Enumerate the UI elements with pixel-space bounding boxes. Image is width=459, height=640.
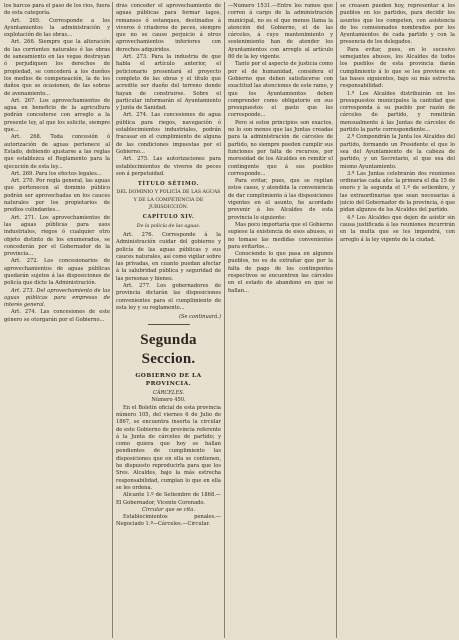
paragraph: Para evitar, pues, en lo sucesivo semejantes abusos, los Alcaldes de todos los pueblos de esta provincia darán cumplimiento á lo que se les previene en las bases siguientes, bajo su más estrecha responsabilidad:: [340, 46, 455, 90]
chapter-subheading: De la policía de las aguas.: [136, 223, 201, 229]
paragraph: Pero si estos principios son exactos, no lo son menos que las Juntas creadas para la administración de cárceles de partido, no siempre pueden cumplir sus funciones por falta de recursos, por morosidad de los Alcaldes en remitir el contingente que á sus pueblos corresponde...: [228, 119, 333, 177]
paragraph: Art. 274. Las concesiones de este género se otorgarán por el Gobierno...: [4, 309, 110, 323]
column-rule: [112, 2, 113, 638]
title-heading: TÍTULO SÉTIMO.: [137, 181, 200, 188]
paragraph: Art. 265. Corresponde a los Ayuntamientos la administración y explotación de las obras...: [4, 17, 110, 39]
subject-heading: CÁRCELES.: [152, 390, 185, 397]
circular-heading: Circular que se cita.: [142, 506, 195, 513]
paragraph: Art. 277. Los gobernadores de provincia dictarán las disposiciones convenientes para el cumplimiento de esta ley y su reglamento...: [116, 282, 221, 311]
chapter-heading: CAPÍTULO XIV.: [142, 214, 195, 221]
separator: [148, 324, 190, 325]
continuation-note: (Se continuará.): [178, 314, 221, 321]
title-subheading: DEL DOMINIO Y POLICÍA DE LAS AGUAS Y DE LA COMPETENCIA DE JURISDICCIÓN.: [116, 190, 221, 211]
paragraph: Establecimientos penales.—Negociado 1.º—Cárceles.—Circular.: [116, 514, 221, 528]
paragraph: Para evitar, pues, que se repitan estos casos, y atendida la conveniencia de dar cumplimiento á las disposiciones vigentes en el asunto, he acordado prevenir á los Alcaldes de esta provincia lo siguiente:: [228, 178, 333, 221]
paragraph: 3.ª Las Juntas celebrarán dos reuniones ordinarias cada año: la primera el día 15 de enero y la segunda el 1.º de setiembre, y las extraordinarias que sean necesarias á juicio del Gobernador de la provincia, ó que pidan algunos de los Alcaldes del partido.: [340, 170, 455, 214]
column-rule: [336, 2, 337, 638]
number-heading: Número 450.: [151, 397, 186, 404]
column-3: [228, 3, 333, 639]
paragraph: Art. 266. Siempre que la alteración de las corrientes naturales ó las obras de saneamiento en las vegas destruyan ó perjudiquen los derechos de propiedad, se concederá a los dueños los medios de compensación, la de los daños que se ocasionen, de las sobras de avenamiento...: [4, 39, 110, 97]
column-4: [340, 3, 455, 639]
paragraph: Art. 271. Los aprovechamientos de las aguas públicas para usos industriales, riegos ó cualquier otro objeto distinto de los enumerados, se concederán por el Gobernador de la provincia...: [4, 214, 110, 258]
paragraph: se creasen pueden hoy, representar á los pueblos en los partidos, para decidir los asuntos que les competen, con asistencia de los comisionados nombrados por los Ayuntamientos de cada partido y con la presencia de los delegados.: [340, 3, 455, 46]
paragraph: Conociendo lo que pasa en algunos pueblos, no es de extrañar que por la falta de pago de los contingentes respectivos se encuentren las cárceles en el estado de abandono en que se hallan...: [228, 251, 333, 294]
column-1: [4, 3, 110, 639]
paragraph: Art. 273. Del aprovechamiento de las aguas públicas para empresas de interés general.: [4, 287, 110, 309]
paragraph: 2.ª Compondrán la Junta los Alcaldes del partido, formando un Presidente el que lo sea del Ayuntamiento de la cabeza de partido, y un Secretario, el que sea del mismo Ayuntamiento.: [340, 134, 455, 170]
column-rule: [224, 2, 225, 638]
paragraph: Alicante 1.º de Setiembre de 1868.—El Gobernador, Vicente Coronado.: [116, 492, 221, 506]
paragraph: —Número 1531.—Entre los ramos que corren á cargo de la administración municipal, no es el que menos llama la atención del Gobierno, el de las cárceles, á cuyo mantenimiento y sostenimiento han de atender los Ayuntamientos con arreglo al artículo 80 de la ley vigente.: [228, 3, 333, 61]
paragraph: los barcos para el paso de los ríos, fuera de esta categoría.: [4, 3, 110, 17]
paragraph: Art. 270. Por regla general, las aguas que pertenecen al dominio público podrán ser aprovechadas en los cauces naturales por los propietarios de predios colindantes...: [4, 178, 110, 214]
paragraph: Tanto por el aspecto de justicia como por el de humanidad, considera el Gobierno que deben satisfacerse con exactitud las atenciones de este ramo, y que los Ayuntamientos deben comprender como obligatorio en sus presupuestos el gasto que les corresponde...: [228, 61, 333, 119]
section-title: Segunda Seccion.: [140, 332, 197, 368]
column-2: [116, 3, 221, 639]
paragraph: En el Boletín oficial de esta provincia número 105, del viernes 6 de Julio de 1867, se encuentra inserta la circular de este Gobierno de provincia referente á la Junta de cárceles de partido; y como quiera que hoy se hallan pendientes de cumplimiento las disposiciones que en ella se contienen, he dispuesto reproducirla para que los Sres. Alcaldes, bajo la más estrecha responsabilidad, cumplan lo que en ella se les ordena.: [116, 404, 221, 491]
paragraph: Art. 274. Las concesiones de agua pública para riegos, navegación ó establecimientos industriales, podrán fracasar en el cumplimiento de alguna de las condiciones impuestas por el Gobierno...: [116, 112, 221, 155]
paragraph: Art. 267. Los aprovechamientos de agua en beneficio de la agricultura podrán concederse con arreglo a la presente ley, al que los solicite, siempre que...: [4, 97, 110, 134]
paragraph: Art. 269. Para los efectos legales...: [11, 170, 102, 177]
government-heading: GOBIERNO DE LA PROVINCIA.: [135, 373, 202, 387]
paragraph: Art. 275. Las autorizaciones para establecimientos de viveros de peces son á perpetuidad.: [116, 156, 221, 177]
paragraph: drás conceder el aprovechamiento de aguas públicas para formar lagos, remansos ó estanques, destinados á viveros ó criaderos de peces, siempre que no se cause perjuicio á otros aprovechamientos inferiores con derechos adquiridos.: [116, 3, 221, 53]
paragraph: 4.ª Los Alcaldes que dejen de asistir sin causa justificada á las reuniones incurrirán en la multa que se les impondrá, con arreglo á la ley vigente de la ciudad.: [340, 214, 455, 243]
paragraph: Art. 273. Para la industria de que habla el artículo anterior, el peticionario presentará el proyecto completo de las obras y el título que acredite ser dueño del terreno donde hayan de construirse. Sobre el particular informarán el Ayuntamiento y Junta de Sanidad.: [116, 54, 221, 112]
paragraph: Art. 276. Corresponde á la Administración cuidar del gobierno y policía de las aguas públicas y sus cauces naturales, así como vigilar sobre las privadas, en cuanto puedan afectar á la salubridad pública y seguridad de las personas y bienes.: [116, 231, 221, 282]
paragraph: Mas poco importaría que el Gobierno supiese la existencia de esos abusos, si no tomase las medidas convenientes para evitarlos...: [228, 221, 333, 250]
paragraph: 1.ª Los Alcaldes distribuirán en los presupuestos municipales la cantidad que corresponda á su pueblo por razón de cárceles de partido, y remitirán mensualmente á las Juntas de cárceles de partido la parte correspondiente...: [340, 90, 455, 134]
paragraph: Art. 272. Los concesionarios de aprovechamientos de aguas públicas quedarán sujetos á las disposiciones de policía que dicte la Administración.: [4, 258, 110, 287]
paragraph: Art. 268. Toda concesión ó autorización de aguas pertenece al Estado, debiendo ajustarse a las reglas que establezca el Reglamento para la ejecución de esta ley...: [4, 134, 110, 170]
